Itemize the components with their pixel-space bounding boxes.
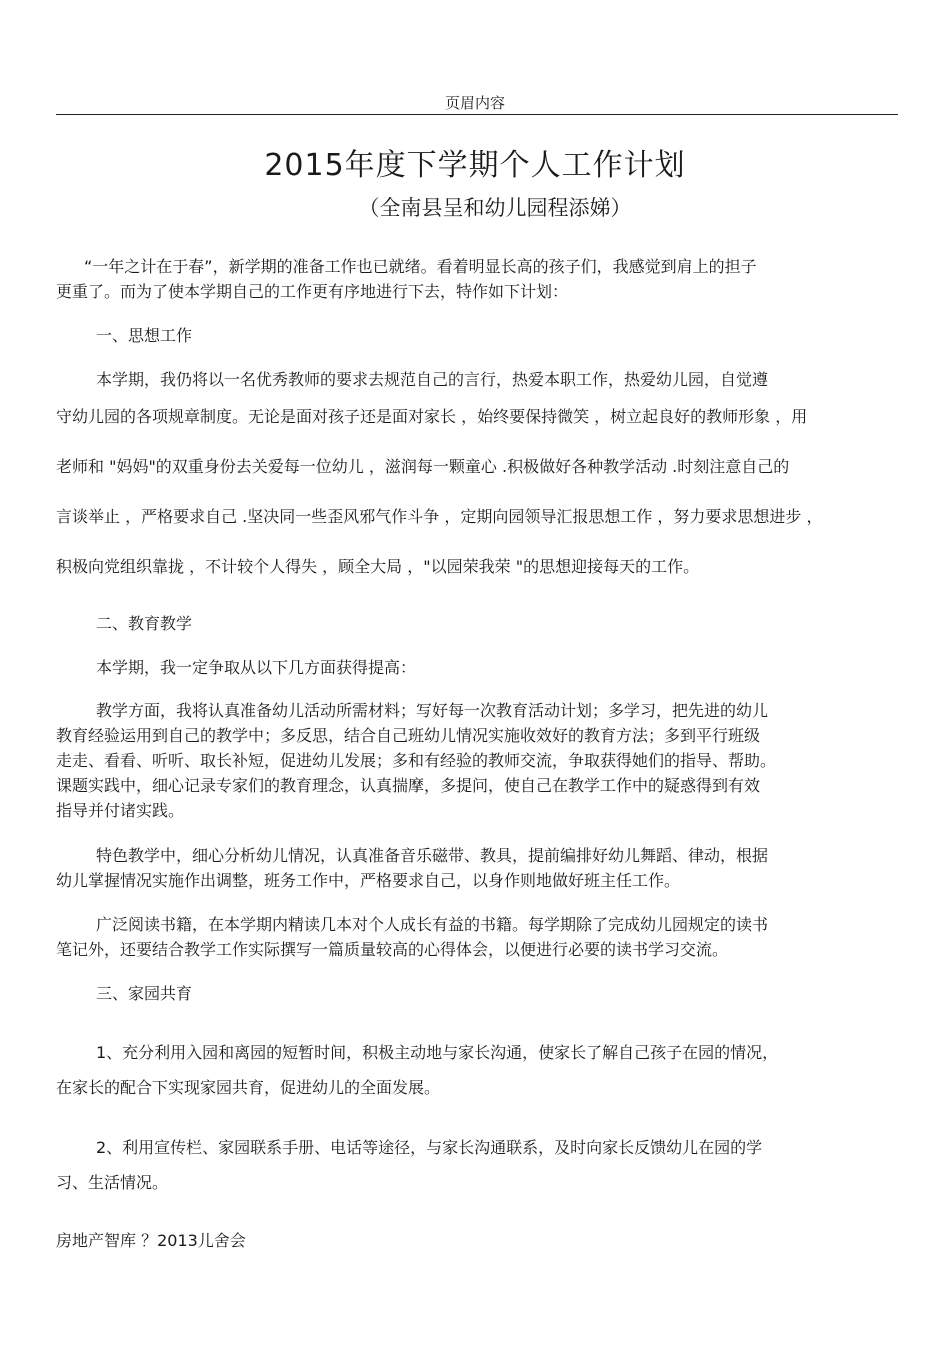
paragraph-line: 幼儿掌握情况实施作出调整，班务工作中，严格要求自己，以身作则地做好班主任工作。: [56, 871, 681, 890]
paragraph-line: 教育经验运用到自己的教学中；多反思，结合自己班幼儿情况实施收效好的教育方法；多到平行班级: [56, 726, 761, 745]
list-item: 习、生活情况。: [56, 1173, 169, 1192]
paragraph-line: 老师和 "妈妈"的双重身份去关爱每一位幼儿 ，滋润每一颗童心 .积极做好各种教学活动 .时刻注意自己的: [56, 457, 790, 476]
paragraph-line: 教学方面，我将认真准备幼儿活动所需材料；写好每一次教育活动计划；多学习，把先进的幼儿: [96, 701, 769, 720]
paragraph-line: 积极向党组织靠拢 ，不计较个人得失 ，顾全大局 ，"以园荣我荣 "的思想迎接每天的工作。: [56, 557, 700, 576]
section-heading: 三、家园共育: [96, 984, 193, 1003]
paragraph-line: 笔记外，还要结合教学工作实际撰写一篇质量较高的心得体会，以便进行必要的读书学习交流。: [56, 940, 729, 959]
list-item: 在家长的配合下实现家园共育，促进幼儿的全面发展。: [56, 1078, 441, 1097]
paragraph-line: 言谈举止 ，严格要求自己 .坚决同一些歪风邪气作斗争 ，定期向园领导汇报思想工作 ，努力要求思想进步 ，: [56, 507, 823, 526]
paragraph-line: 本学期，我仍将以一名优秀教师的要求去规范自己的言行，热爱本职工作，热爱幼儿园，自觉遵: [96, 370, 769, 389]
paragraph-line: 课题实践中，细心记录专家们的教育理念，认真揣摩，多提问，使自己在教学工作中的疑惑得到有效: [56, 776, 761, 795]
intro-line: 更重了。而为了使本学期自己的工作更有序地进行下去，特作如下计划：: [56, 282, 569, 301]
paragraph-line: 走走、看看、听听、取长补短，促进幼儿发展；多和有经验的教师交流，争取获得她们的指导、帮助。: [56, 751, 777, 770]
paragraph-line: 守幼儿园的各项规章制度。无论是面对孩子还是面对家长 ，始终要保持微笑 ，树立起良好的教师形象 ，用: [56, 407, 808, 426]
section-heading: 二、教育教学: [96, 614, 193, 633]
paragraph-line: 指导并付诸实践。: [56, 801, 185, 820]
list-item: 1、充分利用入园和离园的短暂时间，积极主动地与家长沟通，使家长了解自己孩子在园的情况，: [96, 1043, 779, 1062]
document-subtitle: （全南县呈和幼儿园程添娣）: [358, 196, 632, 220]
list-item: 2、利用宣传栏、家园联系手册、电话等途径，与家长沟通联系，及时向家长反馈幼儿在园的学: [96, 1138, 763, 1157]
paragraph-line: 特色教学中，细心分析幼儿情况，认真准备音乐磁带、教具，提前编排好幼儿舞蹈、律动，根据: [96, 846, 769, 865]
paragraph-line: 广泛阅读书籍，在本学期内精读几本对个人成长有益的书籍。每学期除了完成幼儿园规定的读书: [96, 915, 769, 934]
page-footer: 房地产智库 ？2013儿舍会: [56, 1231, 246, 1250]
section-heading: 一、思想工作: [96, 326, 193, 345]
page-header: 页眉内容: [444, 94, 505, 112]
header-rule: [56, 114, 898, 115]
document-title: 2015年度下学期个人工作计划: [264, 148, 686, 183]
paragraph-line: 本学期，我一定争取从以下几方面获得提高：: [96, 658, 417, 677]
intro-line: “一年之计在于春”，新学期的准备工作也已就绪。看着明显长高的孩子们，我感觉到肩上的担子: [84, 257, 757, 276]
